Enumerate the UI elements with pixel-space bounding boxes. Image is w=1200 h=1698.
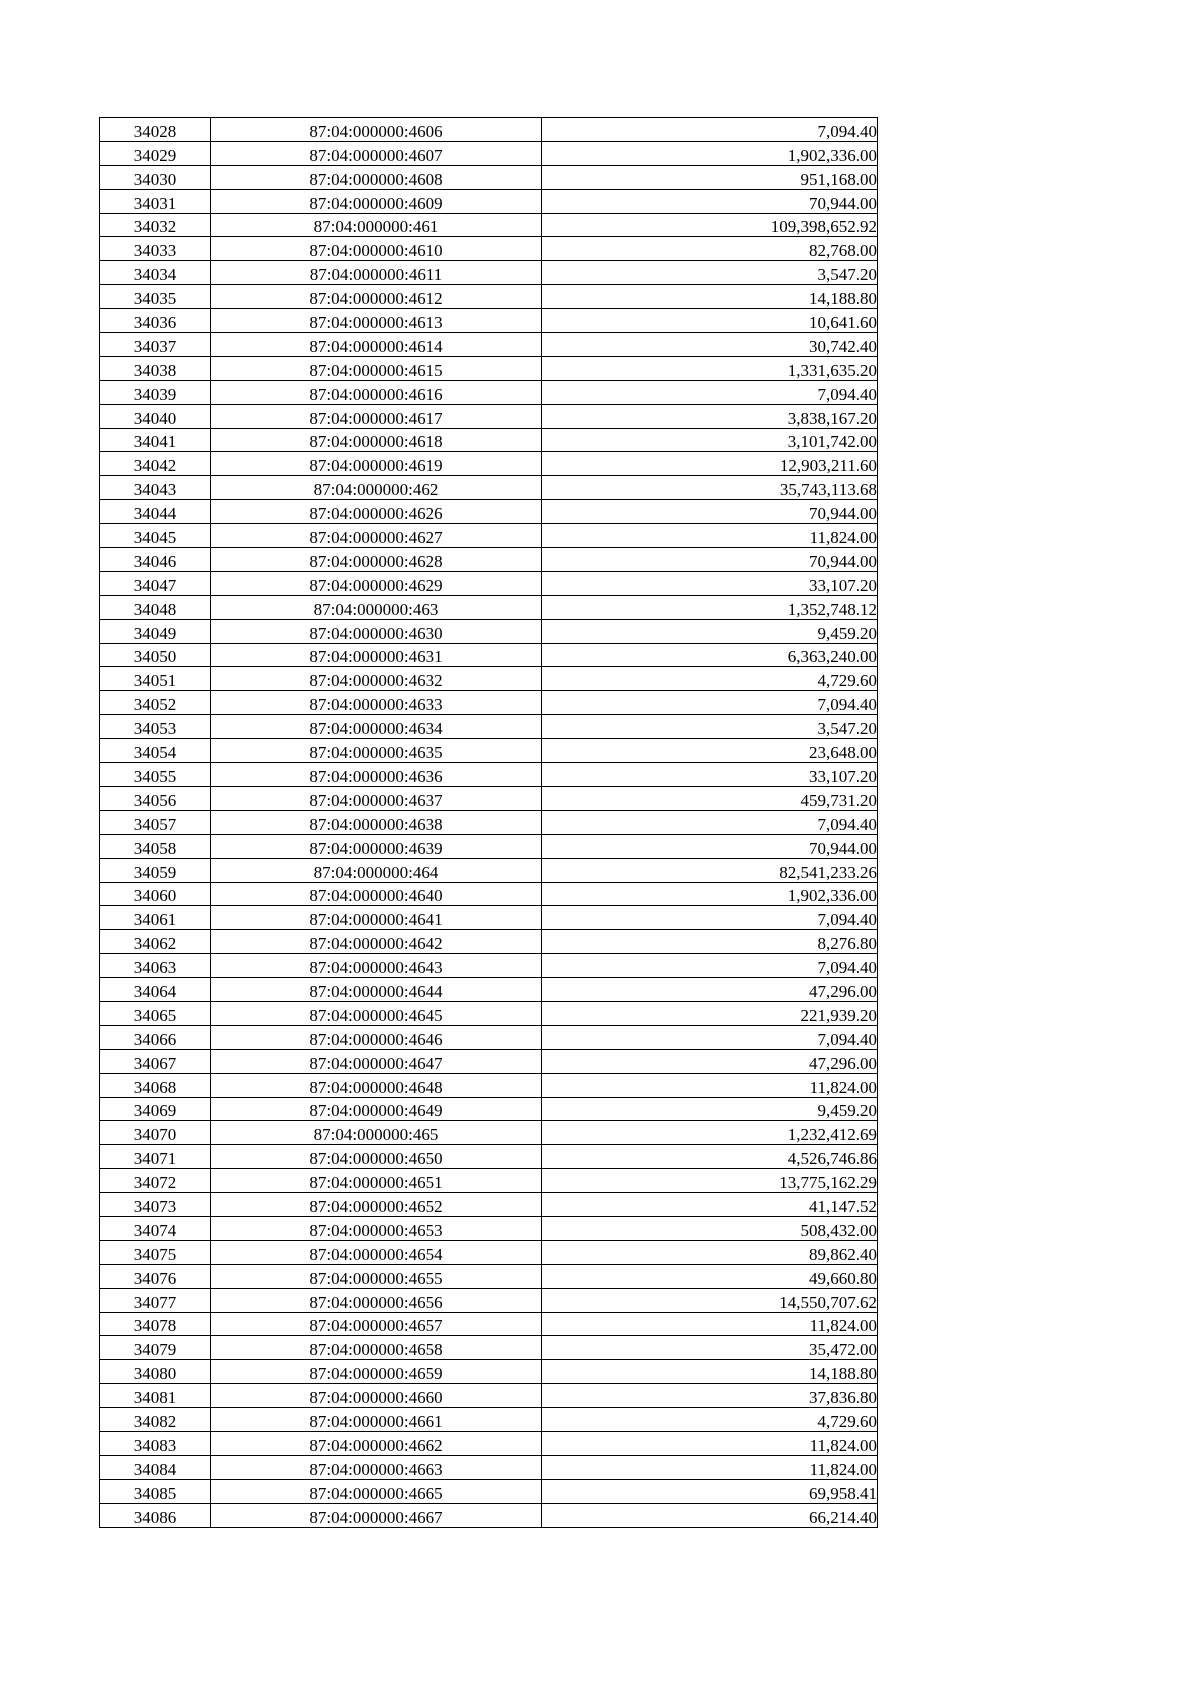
cadastral-number-cell: 87:04:000000:4652	[211, 1193, 542, 1217]
cadastral-value-cell: 1,902,336.00	[542, 141, 878, 165]
cadastral-number-cell: 87:04:000000:4629	[211, 571, 542, 595]
row-number-cell: 34043	[100, 476, 211, 500]
cadastral-number-cell: 87:04:000000:4632	[211, 667, 542, 691]
cadastral-value-cell: 13,775,162.29	[542, 1169, 878, 1193]
table-row	[100, 1288, 878, 1312]
cadastral-value-cell: 7,094.40	[542, 1025, 878, 1049]
cadastral-value-cell: 1,352,748.12	[542, 595, 878, 619]
row-number-cell: 34052	[100, 691, 211, 715]
cadastral-value-cell: 3,547.20	[542, 715, 878, 739]
table-row	[100, 141, 878, 165]
row-number-cell: 34072	[100, 1169, 211, 1193]
cadastral-number-cell: 87:04:000000:4639	[211, 834, 542, 858]
cadastral-number-cell: 87:04:000000:4615	[211, 356, 542, 380]
table-row	[100, 571, 878, 595]
table-row	[100, 1145, 878, 1169]
cadastral-value-cell: 33,107.20	[542, 571, 878, 595]
row-number-cell: 34075	[100, 1240, 211, 1264]
table-row	[100, 1001, 878, 1025]
row-number-cell: 34062	[100, 930, 211, 954]
cadastral-value-cell: 7,094.40	[542, 118, 878, 142]
table-row	[100, 1336, 878, 1360]
row-number-cell: 34038	[100, 356, 211, 380]
table-row	[100, 261, 878, 285]
table-row	[100, 1121, 878, 1145]
cadastral-number-cell: 87:04:000000:4651	[211, 1169, 542, 1193]
cadastral-value-cell: 11,824.00	[542, 1312, 878, 1336]
cadastral-number-cell: 87:04:000000:4627	[211, 524, 542, 548]
cadastral-number-cell: 87:04:000000:4643	[211, 954, 542, 978]
cadastral-number-cell: 87:04:000000:4647	[211, 1049, 542, 1073]
table-row	[100, 213, 878, 237]
table-row	[100, 1169, 878, 1193]
row-number-cell: 34067	[100, 1049, 211, 1073]
cadastral-number-cell: 87:04:000000:4661	[211, 1408, 542, 1432]
cadastral-value-cell: 11,824.00	[542, 524, 878, 548]
row-number-cell: 34028	[100, 118, 211, 142]
table-row	[100, 1240, 878, 1264]
row-number-cell: 34059	[100, 858, 211, 882]
cadastral-number-cell: 87:04:000000:4617	[211, 404, 542, 428]
cadastral-value-cell: 70,944.00	[542, 189, 878, 213]
row-number-cell: 34069	[100, 1097, 211, 1121]
table-row	[100, 165, 878, 189]
cadastral-value-cell: 508,432.00	[542, 1216, 878, 1240]
table-row	[100, 548, 878, 572]
table-row	[100, 380, 878, 404]
cadastral-number-cell: 87:04:000000:4636	[211, 763, 542, 787]
cadastral-number-cell: 87:04:000000:4637	[211, 786, 542, 810]
cadastral-number-cell: 87:04:000000:465	[211, 1121, 542, 1145]
row-number-cell: 34049	[100, 619, 211, 643]
cadastral-value-cell: 35,472.00	[542, 1336, 878, 1360]
table-row	[100, 810, 878, 834]
cadastral-number-cell: 87:04:000000:464	[211, 858, 542, 882]
cadastral-number-cell: 87:04:000000:4618	[211, 428, 542, 452]
row-number-cell: 34058	[100, 834, 211, 858]
cadastral-value-cell: 9,459.20	[542, 619, 878, 643]
row-number-cell: 34055	[100, 763, 211, 787]
cadastral-number-cell: 87:04:000000:4633	[211, 691, 542, 715]
cadastral-value-cell: 37,836.80	[542, 1384, 878, 1408]
cadastral-value-cell: 23,648.00	[542, 739, 878, 763]
cadastral-number-cell: 87:04:000000:4649	[211, 1097, 542, 1121]
cadastral-number-cell: 87:04:000000:4610	[211, 237, 542, 261]
row-number-cell: 34039	[100, 380, 211, 404]
table-row	[100, 978, 878, 1002]
cadastral-number-cell: 87:04:000000:4619	[211, 452, 542, 476]
cadastral-number-cell: 87:04:000000:4654	[211, 1240, 542, 1264]
cadastral-value-cell: 9,459.20	[542, 1097, 878, 1121]
cadastral-value-cell: 6,363,240.00	[542, 643, 878, 667]
cadastral-number-cell: 87:04:000000:4665	[211, 1479, 542, 1503]
cadastral-number-cell: 87:04:000000:4667	[211, 1503, 542, 1527]
cadastral-number-cell: 87:04:000000:4656	[211, 1288, 542, 1312]
row-number-cell: 34085	[100, 1479, 211, 1503]
cadastral-value-cell: 4,729.60	[542, 1408, 878, 1432]
cadastral-value-cell: 459,731.20	[542, 786, 878, 810]
cadastral-value-cell: 221,939.20	[542, 1001, 878, 1025]
table-row	[100, 930, 878, 954]
cadastral-value-table	[99, 117, 878, 1528]
cadastral-value-cell: 82,768.00	[542, 237, 878, 261]
table-row	[100, 309, 878, 333]
table-row	[100, 1503, 878, 1527]
cadastral-value-cell: 7,094.40	[542, 691, 878, 715]
row-number-cell: 34077	[100, 1288, 211, 1312]
cadastral-value-cell: 47,296.00	[542, 1049, 878, 1073]
table-row	[100, 500, 878, 524]
row-number-cell: 34035	[100, 285, 211, 309]
row-number-cell: 34042	[100, 452, 211, 476]
row-number-cell: 34086	[100, 1503, 211, 1527]
cadastral-value-cell: 8,276.80	[542, 930, 878, 954]
cadastral-number-cell: 87:04:000000:4657	[211, 1312, 542, 1336]
table-row	[100, 1408, 878, 1432]
cadastral-value-cell: 7,094.40	[542, 906, 878, 930]
table-row	[100, 643, 878, 667]
row-number-cell: 34061	[100, 906, 211, 930]
cadastral-value-cell: 1,232,412.69	[542, 1121, 878, 1145]
row-number-cell: 34082	[100, 1408, 211, 1432]
table-row	[100, 237, 878, 261]
table-row	[100, 189, 878, 213]
row-number-cell: 34074	[100, 1216, 211, 1240]
table-row	[100, 1073, 878, 1097]
cadastral-value-cell: 3,547.20	[542, 261, 878, 285]
cadastral-number-cell: 87:04:000000:4635	[211, 739, 542, 763]
cadastral-value-cell: 11,824.00	[542, 1073, 878, 1097]
cadastral-value-cell: 41,147.52	[542, 1193, 878, 1217]
row-number-cell: 34063	[100, 954, 211, 978]
row-number-cell: 34050	[100, 643, 211, 667]
cadastral-value-cell: 70,944.00	[542, 548, 878, 572]
cadastral-number-cell: 87:04:000000:4640	[211, 882, 542, 906]
cadastral-number-cell: 87:04:000000:4641	[211, 906, 542, 930]
cadastral-number-cell: 87:04:000000:4630	[211, 619, 542, 643]
row-number-cell: 34046	[100, 548, 211, 572]
cadastral-number-cell: 87:04:000000:4644	[211, 978, 542, 1002]
table-row	[100, 428, 878, 452]
cadastral-value-cell: 4,729.60	[542, 667, 878, 691]
cadastral-value-cell: 12,903,211.60	[542, 452, 878, 476]
cadastral-value-cell: 3,838,167.20	[542, 404, 878, 428]
row-number-cell: 34079	[100, 1336, 211, 1360]
table-row	[100, 1264, 878, 1288]
cadastral-value-cell: 7,094.40	[542, 954, 878, 978]
row-number-cell: 34071	[100, 1145, 211, 1169]
row-number-cell: 34081	[100, 1384, 211, 1408]
row-number-cell: 34056	[100, 786, 211, 810]
table-body	[100, 118, 878, 1528]
table-row	[100, 954, 878, 978]
table-row	[100, 1097, 878, 1121]
table-row	[100, 1193, 878, 1217]
table-row	[100, 882, 878, 906]
row-number-cell: 34032	[100, 213, 211, 237]
cadastral-value-cell: 49,660.80	[542, 1264, 878, 1288]
cadastral-number-cell: 87:04:000000:4616	[211, 380, 542, 404]
cadastral-number-cell: 87:04:000000:4634	[211, 715, 542, 739]
table-row	[100, 333, 878, 357]
row-number-cell: 34031	[100, 189, 211, 213]
table-row	[100, 524, 878, 548]
cadastral-number-cell: 87:04:000000:4608	[211, 165, 542, 189]
table-row	[100, 1431, 878, 1455]
table-row	[100, 1384, 878, 1408]
cadastral-value-cell: 951,168.00	[542, 165, 878, 189]
cadastral-number-cell: 87:04:000000:4631	[211, 643, 542, 667]
row-number-cell: 34070	[100, 1121, 211, 1145]
cadastral-number-cell: 87:04:000000:463	[211, 595, 542, 619]
row-number-cell: 34041	[100, 428, 211, 452]
cadastral-value-cell: 4,526,746.86	[542, 1145, 878, 1169]
cadastral-number-cell: 87:04:000000:4659	[211, 1360, 542, 1384]
cadastral-value-cell: 82,541,233.26	[542, 858, 878, 882]
cadastral-number-cell: 87:04:000000:461	[211, 213, 542, 237]
row-number-cell: 34065	[100, 1001, 211, 1025]
cadastral-number-cell: 87:04:000000:4607	[211, 141, 542, 165]
row-number-cell: 34036	[100, 309, 211, 333]
cadastral-value-cell: 47,296.00	[542, 978, 878, 1002]
cadastral-number-cell: 87:04:000000:4626	[211, 500, 542, 524]
cadastral-value-cell: 14,188.80	[542, 1360, 878, 1384]
table-row	[100, 476, 878, 500]
cadastral-value-cell: 7,094.40	[542, 810, 878, 834]
table-row	[100, 1216, 878, 1240]
row-number-cell: 34040	[100, 404, 211, 428]
cadastral-number-cell: 87:04:000000:4653	[211, 1216, 542, 1240]
table-row	[100, 285, 878, 309]
table-row	[100, 763, 878, 787]
cadastral-number-cell: 87:04:000000:4606	[211, 118, 542, 142]
table-row	[100, 906, 878, 930]
cadastral-value-cell: 69,958.41	[542, 1479, 878, 1503]
cadastral-value-cell: 33,107.20	[542, 763, 878, 787]
table-row	[100, 1049, 878, 1073]
cadastral-value-cell: 10,641.60	[542, 309, 878, 333]
cadastral-value-cell: 109,398,652.92	[542, 213, 878, 237]
row-number-cell: 34080	[100, 1360, 211, 1384]
cadastral-number-cell: 87:04:000000:4658	[211, 1336, 542, 1360]
cadastral-value-cell: 66,214.40	[542, 1503, 878, 1527]
table-row	[100, 619, 878, 643]
cadastral-number-cell: 87:04:000000:4648	[211, 1073, 542, 1097]
row-number-cell: 34053	[100, 715, 211, 739]
row-number-cell: 34037	[100, 333, 211, 357]
row-number-cell: 34073	[100, 1193, 211, 1217]
cadastral-value-cell: 14,550,707.62	[542, 1288, 878, 1312]
table-row	[100, 786, 878, 810]
cadastral-number-cell: 87:04:000000:4650	[211, 1145, 542, 1169]
row-number-cell: 34076	[100, 1264, 211, 1288]
row-number-cell: 34029	[100, 141, 211, 165]
row-number-cell: 34066	[100, 1025, 211, 1049]
cadastral-number-cell: 87:04:000000:4642	[211, 930, 542, 954]
cadastral-number-cell: 87:04:000000:4613	[211, 309, 542, 333]
table-row	[100, 1455, 878, 1479]
cadastral-value-cell: 35,743,113.68	[542, 476, 878, 500]
table-row	[100, 404, 878, 428]
table-row	[100, 1360, 878, 1384]
table-row	[100, 1312, 878, 1336]
cadastral-number-cell: 87:04:000000:4614	[211, 333, 542, 357]
cadastral-number-cell: 87:04:000000:4609	[211, 189, 542, 213]
cadastral-value-cell: 1,902,336.00	[542, 882, 878, 906]
cadastral-value-cell: 70,944.00	[542, 834, 878, 858]
row-number-cell: 34044	[100, 500, 211, 524]
cadastral-value-cell: 11,824.00	[542, 1431, 878, 1455]
cadastral-number-cell: 87:04:000000:462	[211, 476, 542, 500]
row-number-cell: 34060	[100, 882, 211, 906]
table-row	[100, 1025, 878, 1049]
table-row	[100, 834, 878, 858]
table-row	[100, 595, 878, 619]
row-number-cell: 34033	[100, 237, 211, 261]
cadastral-value-cell: 1,331,635.20	[542, 356, 878, 380]
row-number-cell: 34054	[100, 739, 211, 763]
cadastral-number-cell: 87:04:000000:4611	[211, 261, 542, 285]
cadastral-value-cell: 3,101,742.00	[542, 428, 878, 452]
row-number-cell: 34034	[100, 261, 211, 285]
table-row	[100, 452, 878, 476]
table-row	[100, 118, 878, 142]
row-number-cell: 34064	[100, 978, 211, 1002]
cadastral-value-cell: 89,862.40	[542, 1240, 878, 1264]
table-row	[100, 691, 878, 715]
row-number-cell: 34047	[100, 571, 211, 595]
row-number-cell: 34083	[100, 1431, 211, 1455]
cadastral-value-cell: 14,188.80	[542, 285, 878, 309]
table-row	[100, 1479, 878, 1503]
row-number-cell: 34048	[100, 595, 211, 619]
table-row	[100, 858, 878, 882]
cadastral-number-cell: 87:04:000000:4628	[211, 548, 542, 572]
cadastral-value-cell: 70,944.00	[542, 500, 878, 524]
row-number-cell: 34057	[100, 810, 211, 834]
row-number-cell: 34068	[100, 1073, 211, 1097]
cadastral-value-cell: 11,824.00	[542, 1455, 878, 1479]
cadastral-number-cell: 87:04:000000:4638	[211, 810, 542, 834]
row-number-cell: 34030	[100, 165, 211, 189]
table-row	[100, 667, 878, 691]
cadastral-number-cell: 87:04:000000:4663	[211, 1455, 542, 1479]
cadastral-number-cell: 87:04:000000:4645	[211, 1001, 542, 1025]
cadastral-value-cell: 7,094.40	[542, 380, 878, 404]
table-row	[100, 356, 878, 380]
row-number-cell: 34084	[100, 1455, 211, 1479]
table-row	[100, 739, 878, 763]
table-row	[100, 715, 878, 739]
row-number-cell: 34078	[100, 1312, 211, 1336]
cadastral-number-cell: 87:04:000000:4662	[211, 1431, 542, 1455]
cadastral-number-cell: 87:04:000000:4612	[211, 285, 542, 309]
row-number-cell: 34051	[100, 667, 211, 691]
cadastral-number-cell: 87:04:000000:4646	[211, 1025, 542, 1049]
cadastral-number-cell: 87:04:000000:4660	[211, 1384, 542, 1408]
row-number-cell: 34045	[100, 524, 211, 548]
cadastral-number-cell: 87:04:000000:4655	[211, 1264, 542, 1288]
cadastral-value-cell: 30,742.40	[542, 333, 878, 357]
